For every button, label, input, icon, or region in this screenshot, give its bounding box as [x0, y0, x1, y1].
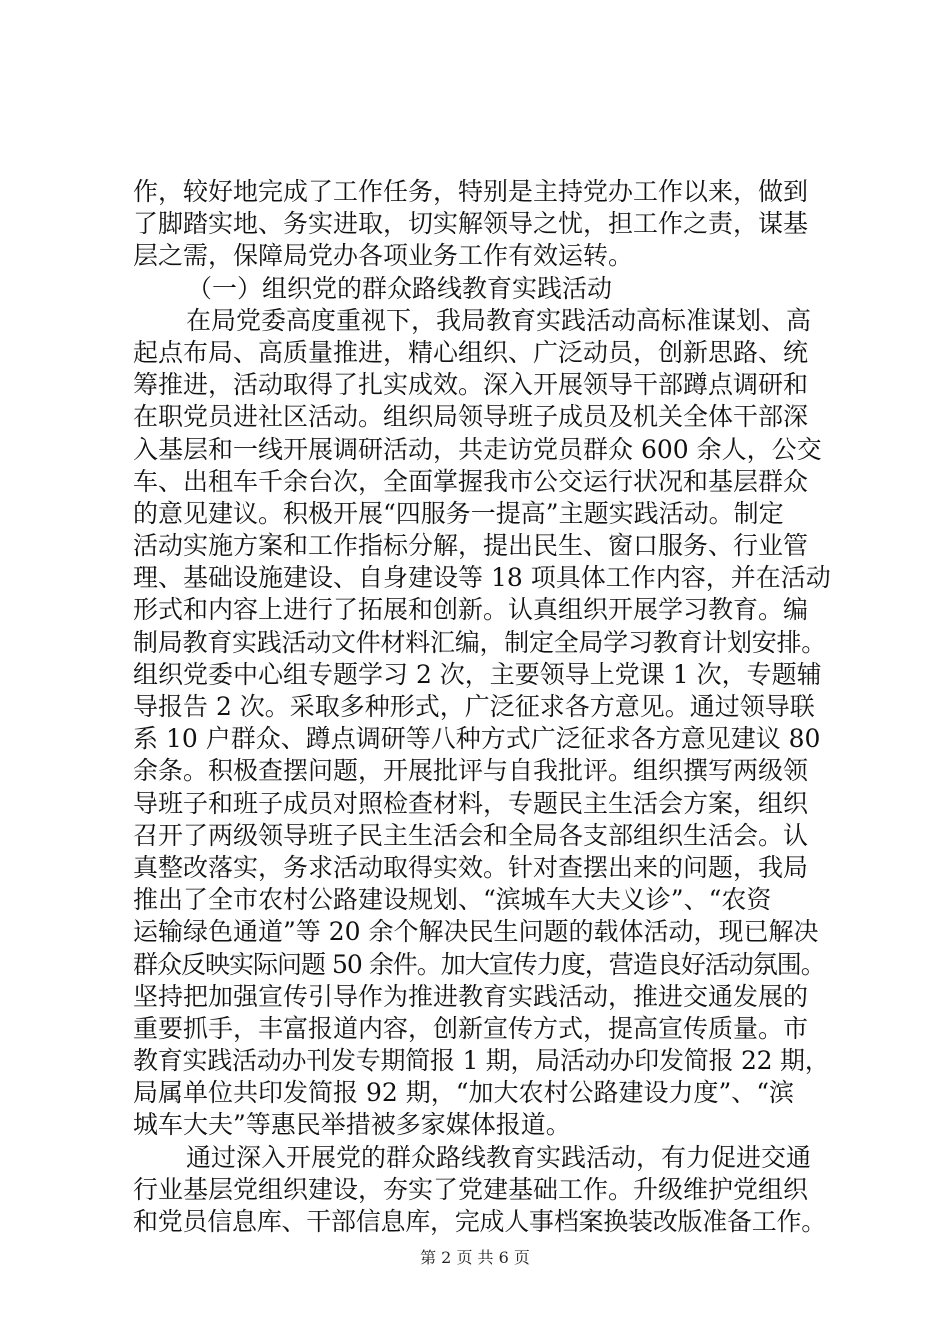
text-line: 城车大夫”等惠民举措被多家媒体报道。	[133, 1110, 571, 1140]
text-line: 行业基层党组织建设，夯实了党建基础工作。升级维护党组织	[133, 1174, 809, 1204]
text-line: 群众反映实际问题 50 余件。加大宣传力度，营造良好活动氛围。	[133, 949, 825, 979]
text-line: 导班子和班子成员对照检查材料，专题民主生活会方案，组织	[133, 788, 809, 818]
page-footer: 第 2 页 共 6 页	[420, 1248, 530, 1267]
paragraph-start-line: 通过深入开展党的群众路线教育实践活动，有力促进交通	[186, 1142, 812, 1172]
text-line: 起点布局、高质量推进，精心组织、广泛动员，创新思路、统	[133, 337, 809, 367]
text-line: 制局教育实践活动文件材料汇编，制定全局学习教育计划安排。	[133, 627, 827, 657]
text-line: 教育实践活动办刊发专期简报 1 期，局活动办印发简报 22 期，	[133, 1046, 830, 1076]
text-line: 重要抓手，丰富报道内容，创新宣传方式，提高宣传质量。市	[133, 1013, 809, 1043]
text-line: 余条。积极查摆问题，开展批评与自我批评。组织撰写两级领	[133, 756, 809, 786]
text-line: 和党员信息库、干部信息库，完成人事档案换装改版准备工作。	[133, 1207, 827, 1236]
text-line: 坚持把加强宣传引导作为推进教育实践活动，推进交通发展的	[133, 981, 809, 1011]
text-line: 组织党委中心组专题学习 2 次，主要领导上党课 1 次，专题辅	[133, 659, 822, 689]
text-line: 召开了两级领导班子民主生活会和全局各支部组织生活会。认	[133, 820, 809, 850]
text-line: 入基层和一线开展调研活动，共走访党员群众 600 余人，公交	[133, 434, 822, 464]
text-line: 层之需，保障局党办各项业务工作有效运转。	[133, 241, 634, 271]
text-line: 筹推进，活动取得了扎实成效。深入开展领导干部蹲点调研和	[133, 370, 809, 400]
section-heading: （一）组织党的群众路线教育实践活动	[187, 273, 613, 303]
text-line: 理、基础设施建设、自身建设等 18 项具体工作内容，并在活动	[133, 563, 831, 593]
text-line: 运输绿色通道”等 20 余个解决民生问题的载体活动，现已解决	[133, 917, 819, 947]
text-line: 活动实施方案和工作指标分解，提出民生、窗口服务、行业管	[133, 531, 809, 561]
text-line: 系 10 户群众、蹲点调研等八种方式广泛征求各方意见建议 80	[133, 724, 821, 754]
paragraph-start-line: 在局党委高度重视下，我局教育实践活动高标准谋划、高	[186, 305, 812, 335]
text-line: 推出了全市农村公路建设规划、“滨城车大夫义诊”、“农资	[133, 885, 772, 915]
body-text	[133, 176, 831, 1238]
text-line: 的意见建议。积极开展“四服务一提高”主题实践活动。制定	[133, 498, 784, 528]
text-line: 车、出租车千余台次，全面掌握我市公交运行状况和基层群众	[133, 466, 809, 496]
text-line: 作，较好地完成了工作任务，特别是主持党办工作以来，做到	[133, 177, 809, 206]
text-line: 形式和内容上进行了拓展和创新。认真组织开展学习教育。编	[133, 595, 809, 625]
text-line: 在职党员进社区活动。组织局领导班子成员及机关全体干部深	[133, 402, 809, 432]
text-line: 导报告 2 次。采取多种形式，广泛征求各方意见。通过领导联	[133, 692, 815, 721]
text-line: 真整改落实，务求活动取得实效。针对查摆出来的问题，我局	[133, 852, 809, 882]
text-line: 了脚踏实地、务实进取，切实解领导之忧，担工作之责，谋基	[133, 209, 809, 239]
text-line: 局属单位共印发简报 92 期，“加大农村公路建设力度”、“滨	[133, 1078, 795, 1108]
